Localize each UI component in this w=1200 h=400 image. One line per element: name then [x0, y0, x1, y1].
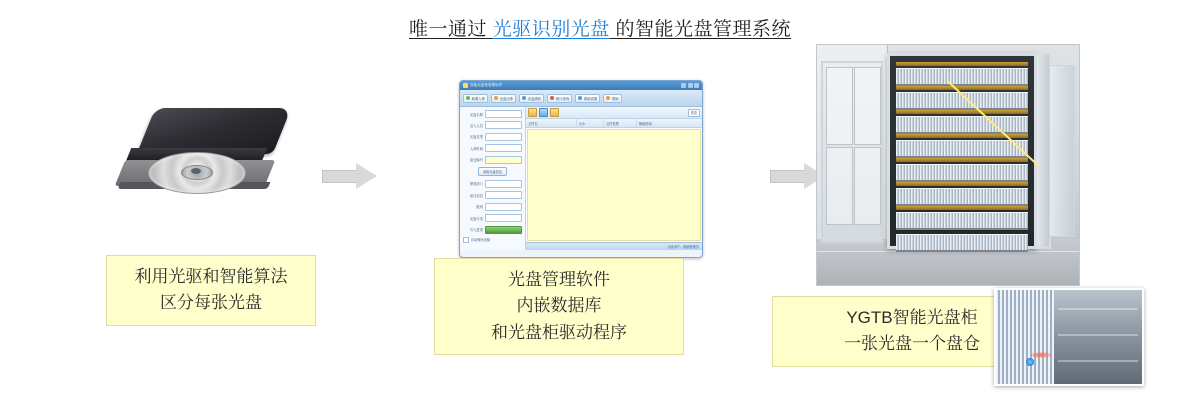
auto-eject-checkbox-row[interactable]: [463, 237, 522, 243]
caption-middle-line1: 光盘管理软件: [508, 270, 610, 289]
form-panel: [460, 107, 526, 250]
window-titlebar: [460, 81, 702, 90]
arrow-head: [356, 163, 377, 189]
caption-left: [106, 255, 316, 326]
software-window-screenshot: [459, 80, 703, 258]
cabinet-shelf: [896, 234, 1028, 252]
form-field-category[interactable]: [463, 214, 522, 222]
toolbar-button-add[interactable]: [463, 94, 488, 103]
label-in-time: 入库时间: [469, 146, 483, 151]
file-list-area[interactable]: [527, 129, 701, 241]
input-remark[interactable]: [485, 191, 522, 199]
select-category[interactable]: [485, 214, 522, 222]
label-level: 级别: [476, 205, 483, 210]
label-category: 光盘分类: [469, 216, 483, 221]
label-slot-no: 盘仓编号: [469, 158, 483, 163]
toolbar-label-transfer: 光盘流转: [527, 96, 542, 101]
toolbar-button-help[interactable]: [603, 94, 621, 103]
column-modified: 修改时间: [639, 121, 652, 126]
cabinet-rail: [896, 110, 1028, 114]
input-in-time[interactable]: [485, 144, 522, 152]
caption-middle-line3: 和光盘柜驱动程序: [491, 322, 627, 342]
form-field-level[interactable]: [463, 203, 522, 211]
toolbar-button-settings[interactable]: [575, 94, 600, 103]
cabinet-rail: [896, 182, 1028, 186]
column-filename: 文件名: [526, 119, 577, 127]
label-remark: 备注信息: [469, 193, 483, 198]
glass-pane: [854, 147, 881, 225]
caption-middle: [434, 258, 684, 355]
file-list-header: [526, 119, 702, 128]
caption-left-line1: 利用光驱和智能算法: [134, 267, 288, 286]
cabinet-rail: [896, 62, 1028, 66]
cabinet-rail: [896, 86, 1028, 90]
input-disc-type[interactable]: [485, 133, 522, 141]
eject-icon: [494, 96, 498, 100]
slot-edge: [1058, 360, 1138, 362]
slot-mechanism: [1054, 290, 1142, 384]
label-operator: 录入人员: [469, 123, 483, 128]
cabinet-shelf: [896, 116, 1028, 134]
form-field-disc-name[interactable]: [463, 110, 522, 118]
input-operator[interactable]: [485, 121, 522, 129]
sensor-led-icon: [1026, 358, 1034, 366]
form-field-department[interactable]: [463, 180, 522, 188]
glass-pane: [826, 147, 853, 225]
disc-center-hole: [191, 168, 201, 174]
cabinet-shelf: [896, 68, 1028, 86]
window-title: 智能光盘柜管理软件: [470, 83, 503, 87]
laser-glow: [1030, 352, 1052, 358]
cabinet-shelf: [896, 212, 1028, 230]
toolbar-button-out[interactable]: [491, 94, 516, 103]
window-body: [460, 107, 702, 250]
chart-icon: [550, 96, 554, 100]
slot-stripes: [996, 290, 1054, 384]
external-optical-drive-image: [120, 108, 310, 208]
toolbar-button-query[interactable]: [547, 94, 572, 103]
arrow-shaft: [770, 170, 806, 183]
minimize-icon[interactable]: [681, 83, 686, 88]
help-icon: [606, 96, 610, 100]
cabinet-rail: [896, 158, 1028, 162]
scan-button-row: [463, 167, 522, 176]
status-bar: [526, 242, 702, 250]
form-field-progress: [463, 226, 522, 234]
refresh-icon[interactable]: [539, 108, 548, 117]
arrow-shaft: [322, 170, 358, 183]
toolbar-label-add: 新增入库: [471, 96, 486, 101]
caption-right-line1: YGTB智能光盘柜: [846, 308, 978, 327]
progress-bar: [485, 226, 522, 234]
auto-eject-label: 自动弹出光驱: [471, 238, 491, 243]
glass-door-cabinet: [821, 61, 883, 243]
column-filetype: 文件类型: [604, 119, 637, 127]
preview-tag[interactable]: 预览: [688, 109, 700, 117]
main-toolbar: [460, 90, 702, 107]
form-field-remark[interactable]: [463, 191, 522, 199]
cabinet-door-open: [1049, 65, 1075, 237]
arrow-right-icon-1: [322, 163, 378, 189]
label-disc-type: 光盘类型: [469, 135, 483, 140]
input-department[interactable]: [485, 180, 522, 188]
form-field-in-time[interactable]: [463, 144, 522, 152]
input-level[interactable]: [485, 203, 522, 211]
checkbox-icon[interactable]: [463, 237, 469, 243]
input-disc-name[interactable]: [485, 110, 522, 118]
caption-right-line2: 一张光盘一个盘仓: [844, 334, 980, 354]
file-toolbar: [526, 107, 702, 119]
glass-pane: [826, 67, 853, 145]
toolbar-label-settings: 系统设置: [583, 96, 598, 101]
maximize-icon[interactable]: [688, 83, 693, 88]
slot-edge: [1058, 334, 1138, 336]
title-part-2: 的智能光盘管理系统: [609, 19, 792, 40]
app-logo-icon: [463, 83, 468, 88]
caption-middle-line2: 内嵌数据库: [516, 296, 602, 316]
cabinet-rail: [896, 206, 1028, 210]
page-title: [0, 14, 1200, 41]
file-list-panel: [526, 107, 702, 250]
label-progress: 写入进度: [469, 228, 483, 233]
glass-pane: [854, 67, 881, 145]
toolbar-label-query: 统计查询: [555, 96, 570, 101]
toolbar-label-out: 光盘出库: [499, 96, 514, 101]
smart-disc-cabinet-body: [887, 53, 1037, 249]
toolbar-label-help: 帮助: [611, 96, 619, 101]
form-field-disc-type[interactable]: [463, 133, 522, 141]
cabinet-shelf: [896, 140, 1028, 158]
disc-slot-closeup-photo: [994, 288, 1144, 386]
toolbar-button-transfer[interactable]: [519, 94, 544, 103]
slot-edge: [1058, 308, 1138, 310]
disc-cabinet-photo: [816, 44, 1080, 286]
title-part-1: 唯一通过: [408, 19, 493, 40]
folder-icon[interactable]: [528, 108, 537, 117]
label-department: 保管部门: [469, 182, 483, 187]
gear-icon: [578, 96, 582, 100]
cabinet-shelf: [896, 188, 1028, 206]
form-field-operator[interactable]: [463, 121, 522, 129]
status-text: 当前用户：系统管理员: [667, 245, 699, 249]
input-slot-no[interactable]: [485, 156, 522, 164]
export-icon[interactable]: [550, 108, 559, 117]
caption-left-line2: 区分每张光盘: [160, 293, 262, 313]
cabinet-shelf: [896, 164, 1028, 182]
close-icon[interactable]: [694, 83, 699, 88]
transfer-icon: [522, 96, 526, 100]
plus-icon: [466, 96, 470, 100]
column-size: 大小: [577, 119, 604, 127]
window-controls[interactable]: [681, 83, 699, 88]
label-disc-name: 光盘名称: [469, 112, 483, 117]
read-disc-info-button[interactable]: 读取光盘信息: [478, 167, 507, 176]
form-field-slot-no[interactable]: [463, 156, 522, 164]
title-highlight: 光驱识别光盘: [492, 19, 610, 40]
